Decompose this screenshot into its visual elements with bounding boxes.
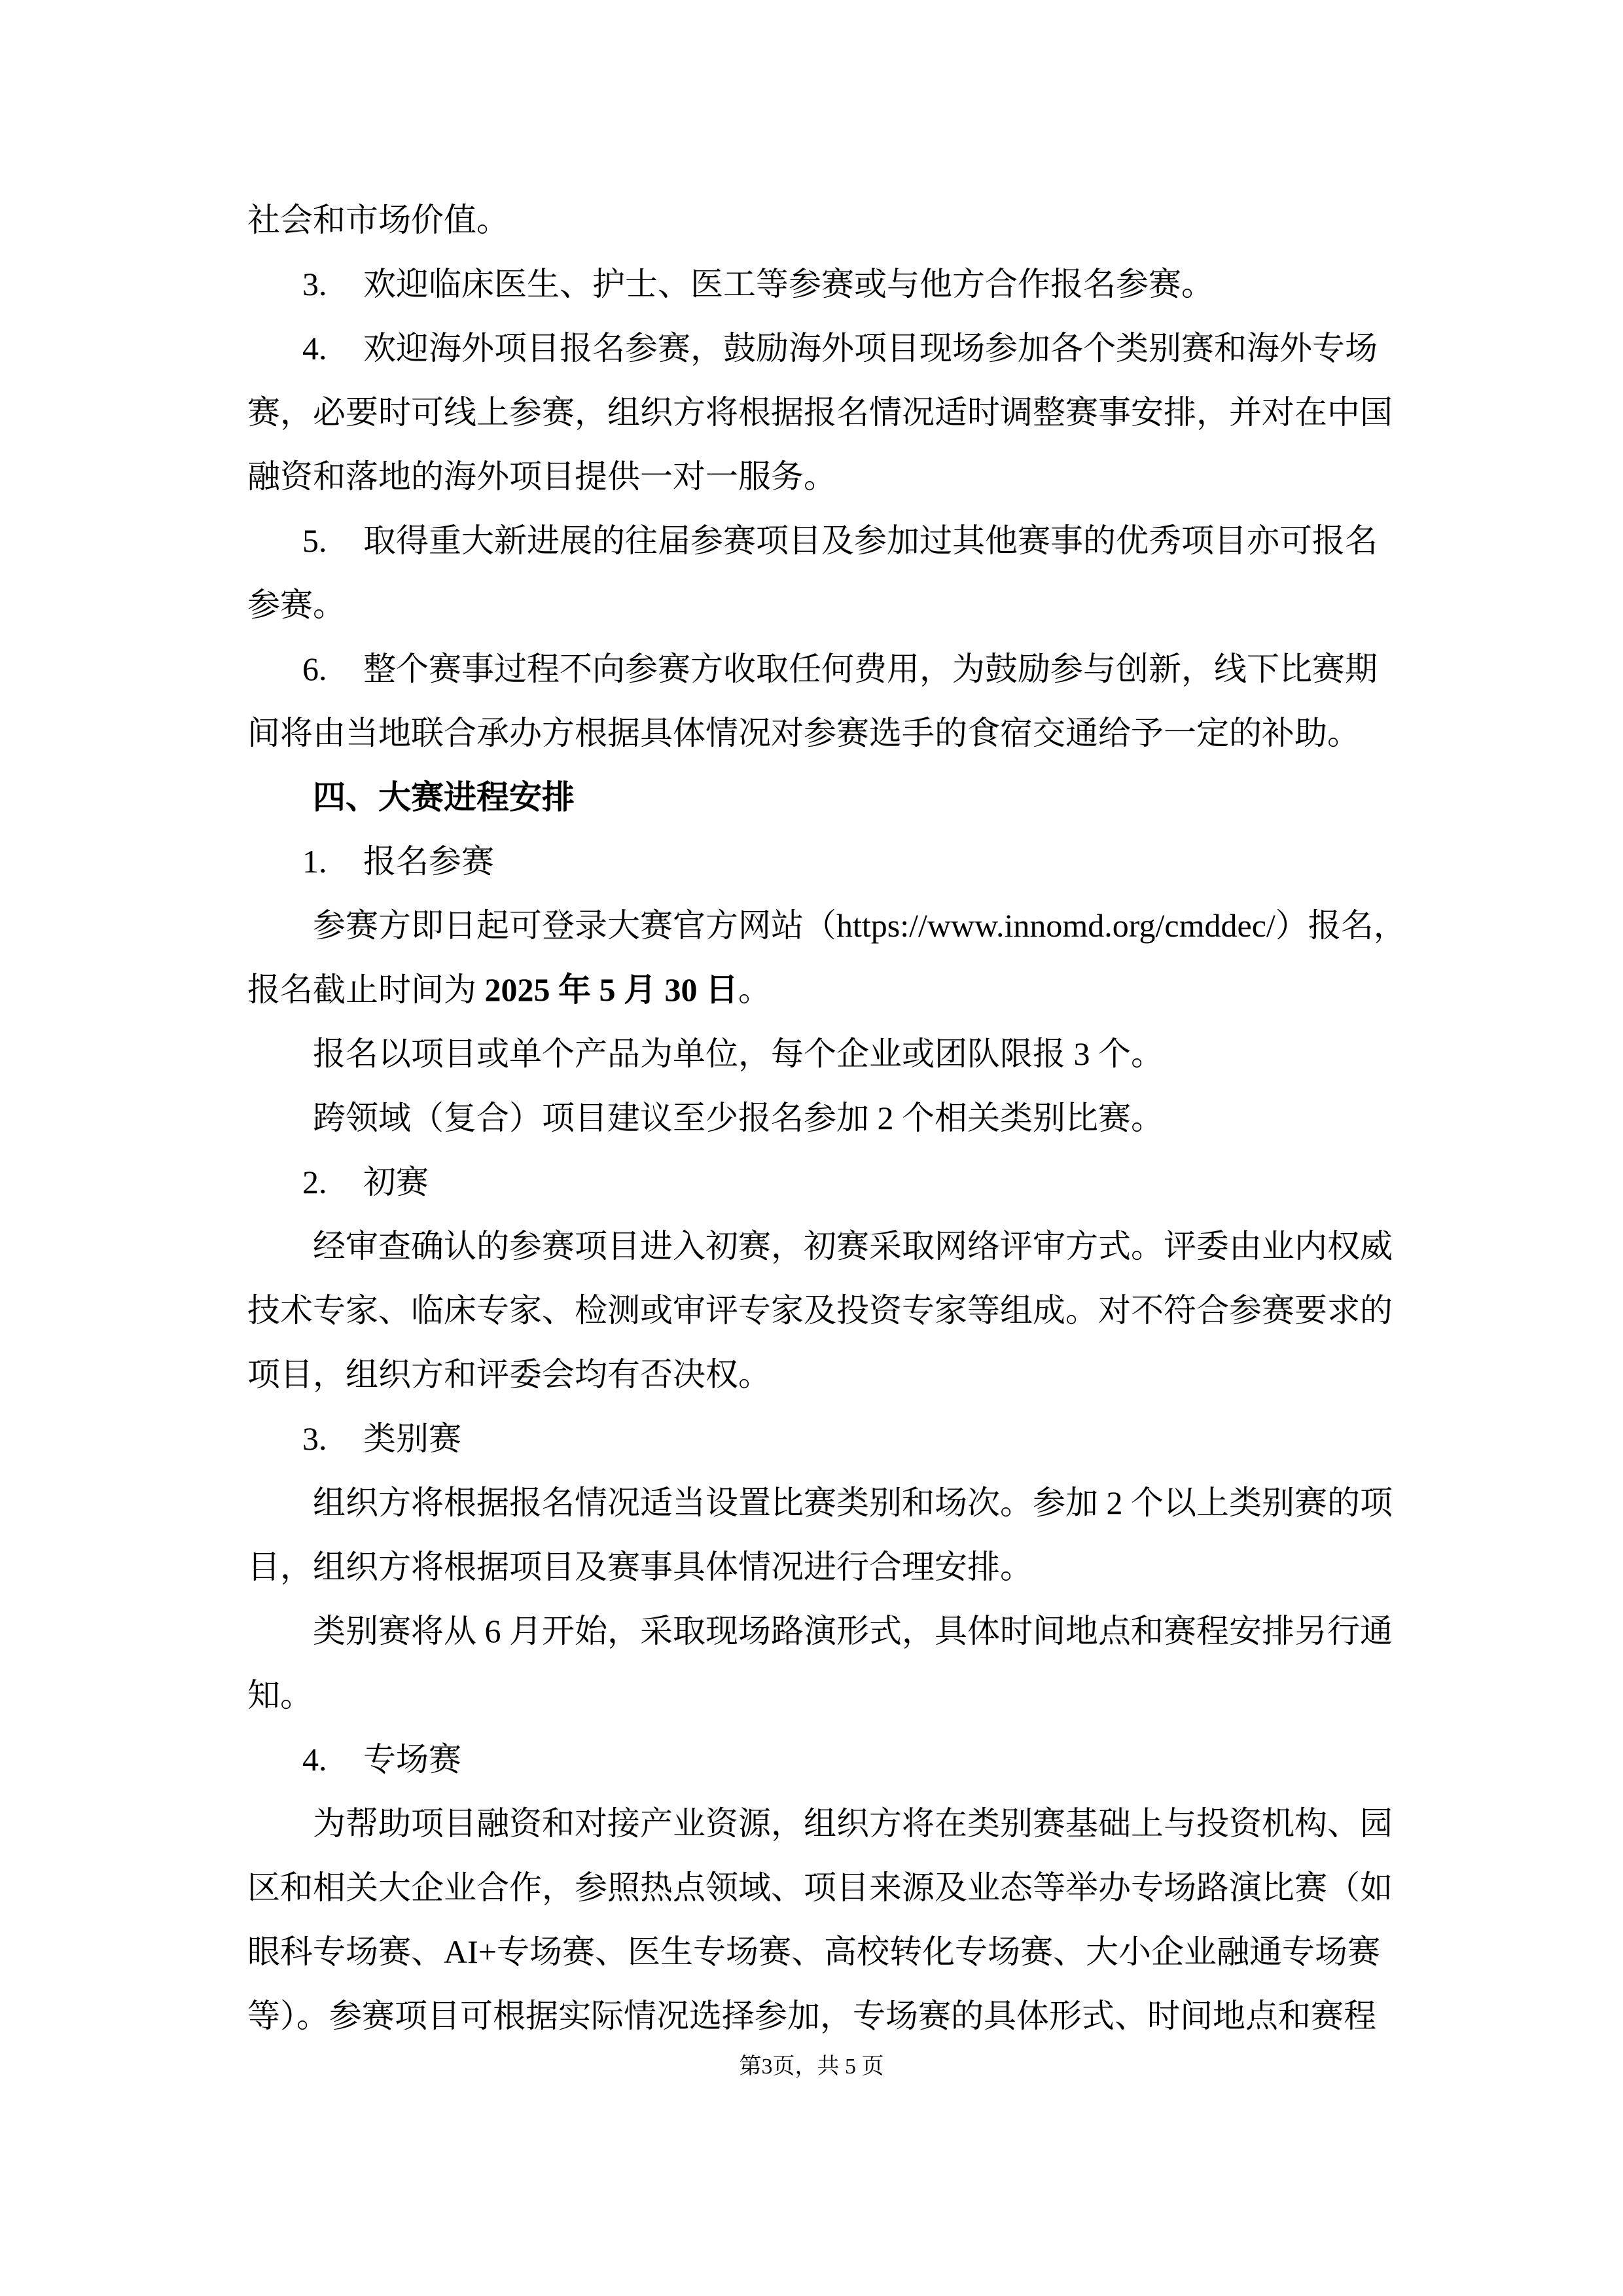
text-segment: 经审查确认的参赛项目进入初赛，初赛采取网络评审方式。评委由业内权威 [313,1228,1393,1265]
list-number: 1. [302,843,327,880]
text-line [247,188,1378,252]
text-line [247,893,1406,958]
text-line [247,316,1378,380]
text-line [247,1663,1378,1727]
text-line [247,1150,1378,1214]
text-line [247,701,1378,765]
text-segment: 。 [738,971,771,1008]
text-segment: 报名截止时间为 [247,971,485,1008]
text-line [247,1599,1393,1663]
list-number: 4. [302,1741,327,1778]
text-line [247,444,1378,509]
text-segment: 等）。参赛项目可根据实际情况选择参加，专场赛的具体形式、时间地点和赛程 [247,1998,1376,2034]
text-segment: 赛，必要时可线上参赛，组织方将根据报名情况适时调整赛事安排，并对在中国 [247,394,1393,431]
text-segment: 技术专家、临床专家、检测或审评专家及投资专家等组成。对不符合参赛要求的 [247,1292,1393,1329]
list-number: 4. [302,330,327,367]
section-heading [247,765,1378,829]
text-segment: 专场赛 [363,1741,461,1778]
text-segment: 取得重大新进展的往届参赛项目及参加过其他赛事的优秀项目亦可报名 [363,522,1378,559]
text-line [247,509,1378,573]
text-segment: 四、大赛进程安排 [313,779,575,816]
text-line [247,1342,1378,1407]
text-segment: 参赛。 [247,586,346,623]
text-segment: 组织方将根据报名情况适当设置比赛类别和场次。参加 2 个以上类别赛的项 [313,1484,1393,1521]
text-segment: 类别赛 [363,1420,461,1457]
text-line [247,1727,1378,1791]
text-line [247,1278,1393,1342]
text-segment: 报名以项目或单个产品为单位，每个企业或团队限报 3 个。 [313,1035,1164,1072]
text-segment: 欢迎临床医生、护士、医工等参赛或与他方合作报名参赛。 [363,266,1214,302]
text-segment: 间将由当地联合承办方根据具体情况对参赛选手的食宿交通给予一定的补助。 [247,715,1360,751]
text-line [247,1984,1378,2048]
text-line [247,1920,1378,1984]
list-number: 5. [302,522,327,559]
text-segment: 报名参赛 [363,843,494,880]
text-segment: 跨领域（复合）项目建议至少报名参加 2 个相关类别比赛。 [313,1100,1164,1136]
text-line [247,1535,1378,1599]
text-line [247,1791,1393,1856]
list-number: 2. [302,1164,327,1200]
text-segment: 初赛 [363,1164,429,1200]
text-segment: 知。 [247,1677,313,1713]
text-segment: 项目，组织方和评委会均有否决权。 [247,1356,771,1393]
text-line [247,252,1378,316]
text-segment: 为帮助项目融资和对接产业资源，组织方将在类别赛基础上与投资机构、园 [313,1805,1393,1842]
text-segment: 2025 年 5 月 30 日 [484,971,738,1008]
text-line [247,958,1378,1022]
page-number-footer: 第3页，共 5 页 [739,2054,884,2079]
text-segment: 融资和落地的海外项目提供一对一服务。 [247,458,836,495]
text-line [247,1214,1393,1278]
text-line [247,1471,1393,1535]
text-line [247,1407,1378,1471]
text-line [247,1856,1393,1920]
text-segment: 类别赛将从 6 月开始，采取现场路演形式，具体时间地点和赛程安排另行通 [313,1613,1393,1649]
text-segment: 眼科专场赛、AI+专场赛、医生专场赛、高校转化专场赛、大小企业融通专场赛 [247,1933,1380,1970]
list-number: 3. [302,1420,327,1457]
list-number: 6. [302,651,327,687]
list-number: 3. [302,266,327,302]
text-line [247,829,1378,893]
text-segment: 参赛方即日起可登录大赛官方网站（https://www.innomd.org/cmddec/）报名， [313,907,1406,944]
text-segment: 区和相关大企业合作，参照热点领域、项目来源及业态等举办专场路演比赛（如 [247,1869,1393,1906]
text-segment: 欢迎海外项目报名参赛，鼓励海外项目现场参加各个类别赛和海外专场 [363,330,1378,367]
text-segment: 整个赛事过程不向参赛方收取任何费用，为鼓励参与创新，线下比赛期 [363,651,1378,687]
text-segment: 目，组织方将根据项目及赛事具体情况进行合理安排。 [247,1549,1033,1585]
text-segment: 社会和市场价值。 [247,202,509,238]
text-line [247,637,1378,701]
text-line [247,573,1378,637]
text-line [247,380,1393,444]
text-line [247,1022,1378,1086]
text-line [247,1086,1378,1150]
document-body [247,188,1406,2048]
